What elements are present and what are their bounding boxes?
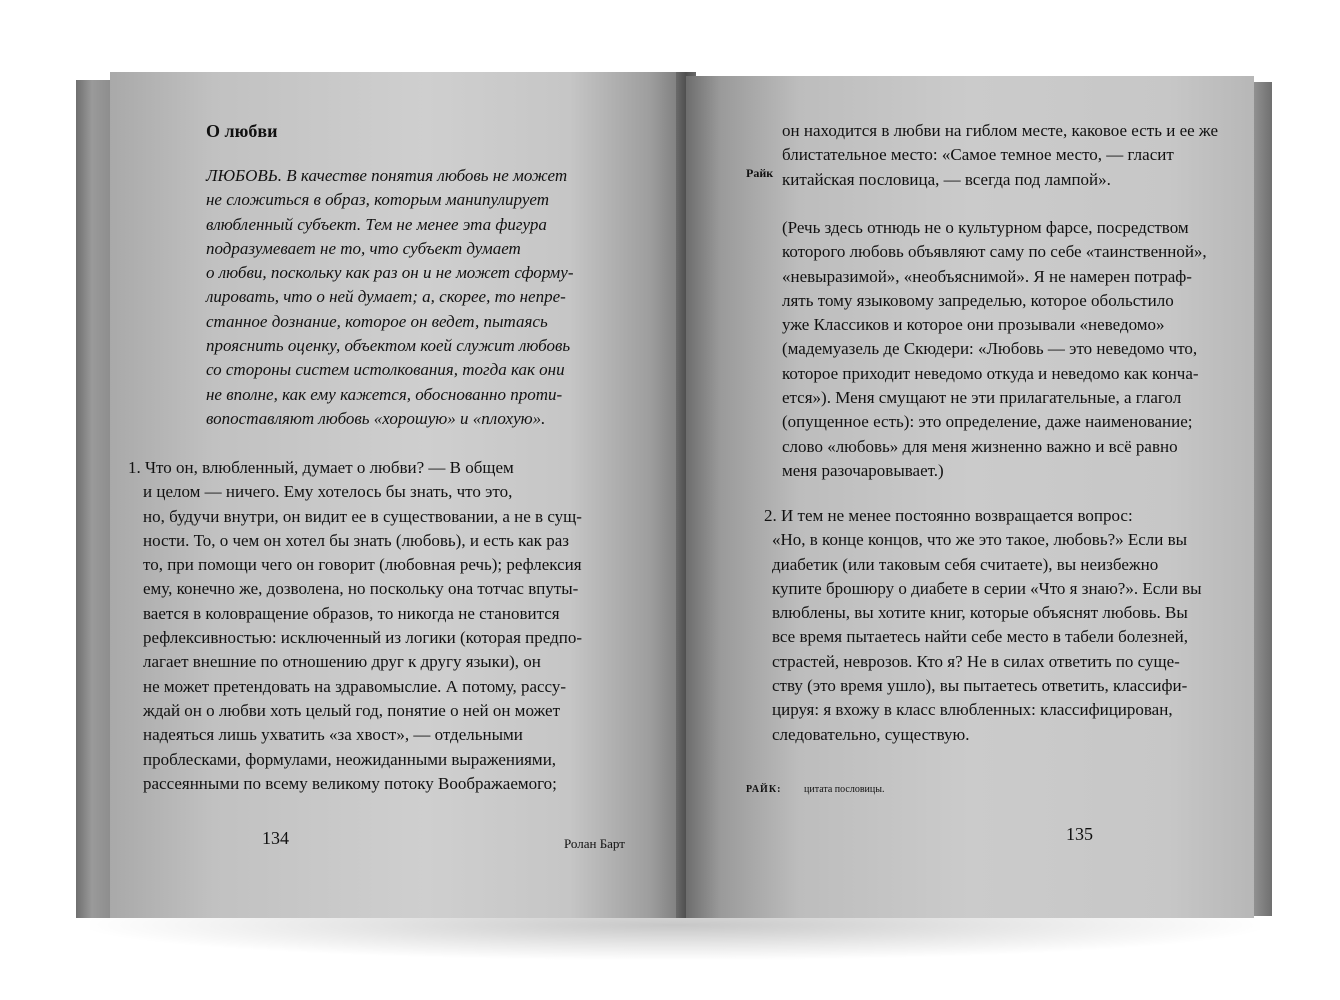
figure-line: вопоставляют любовь «хорошую» и «плохую». — [206, 408, 546, 428]
section-line: диабетик (или таковым себя считаете), вы неизбежно — [772, 554, 1159, 574]
text-line: он находится в любви на гиблом месте, каковое есть и ее же — [782, 121, 1218, 140]
section-line: проблесками, формулами, неожиданными выражениями, — [143, 749, 557, 769]
section-line: ему, конечно же, дозволена, но поскольку она тотчас впуты- — [143, 579, 579, 599]
page-number-right: 135 — [1066, 824, 1093, 844]
section-2 — [764, 504, 1202, 747]
text-line: лять тому языковому запределью, которое обольстило — [782, 290, 1174, 310]
chapter-heading: О любви — [206, 121, 278, 141]
section-line: все время пытаетесь найти себе место в табели болезней, — [772, 627, 1188, 647]
figure-line: не сложиться в образ, которым манипулирует — [206, 190, 549, 210]
margin-note: Райк — [746, 166, 774, 180]
text-line: уже Классиков и которое они прозывали «неведомо» — [782, 315, 1165, 335]
continuation-text — [782, 119, 1218, 192]
running-author: Ролан Барт — [564, 836, 625, 851]
section-line: страстей, неврозов. Кто я? Не в силах ответить по суще- — [772, 651, 1180, 671]
figure-line: влюбленный субъект. Тем не менее эта фигура — [206, 214, 547, 234]
text-line: ется»). Меня смущают не эти прилагательные, а глагол — [782, 388, 1182, 408]
footnote-text: цитата пословицы. — [804, 784, 885, 795]
text-line: которого любовь объявляют саму по себе «таинственной», — [782, 242, 1207, 262]
section-line: и целом — ничего. Ему хотелось бы знать, что это, — [143, 482, 513, 502]
parenthetical-block — [782, 216, 1207, 483]
section-line: лагает внешние по отношению друг к другу языки), он — [143, 652, 541, 672]
right-page — [686, 76, 1254, 918]
text-line: которое приходит неведомо откуда и неведомо как конча- — [782, 363, 1199, 383]
figure-definition — [206, 164, 574, 431]
figure-line: ЛЮБОВЬ. В качестве понятия любовь не может — [206, 166, 568, 185]
section-1 — [128, 456, 582, 796]
section-line: ждай он о любви хоть целый год, понятие о ней он может — [143, 700, 561, 720]
figure-line: прояснить оценку, объектом коей служит любовь — [206, 336, 571, 356]
figure-line: лировать, что о ней думает; а, скорее, то непре- — [206, 287, 566, 307]
section-line: то, при помощи чего он говорит (любовная речь); рефлексия — [143, 555, 582, 575]
section-line: ности. То, о чем он хотел бы знать (любовь), и есть как раз — [143, 530, 569, 550]
text-line: блистательное место: «Самое темное место, — гласит — [782, 145, 1174, 165]
section-line: следовательно, существую. — [772, 724, 970, 744]
section-line: рассеянными по всему великому потоку Воображаемого; — [143, 773, 557, 793]
section-line: цируя: я вхожу в класс влюбленных: классифицирован, — [772, 700, 1173, 720]
figure-line: станное дознание, которое он ведет, пытаясь — [206, 311, 548, 331]
section-line: 1. Что он, влюбленный, думает о любви? — В общем — [128, 458, 514, 477]
figure-line: подразумевает не то, что субъект думает — [206, 238, 521, 258]
text-line: (Речь здесь отнюдь не о культурном фарсе, посредством — [782, 218, 1189, 237]
footnote-label: РАЙК: — [746, 784, 782, 795]
page-number-left: 134 — [262, 828, 289, 848]
text-line: (опущенное есть): это определение, даже наименование; — [782, 412, 1193, 432]
section-line: 2. И тем не менее постоянно возвращается вопрос: — [764, 506, 1133, 525]
text-line: китайская пословица, — всегда под лампой». — [782, 169, 1111, 189]
section-line: ству (это время ушло), вы пытаетесь ответить, классифи- — [772, 676, 1188, 696]
text-line: (мадемуазель де Скюдери: «Любовь — это неведомо что, — [782, 339, 1198, 359]
figure-line: не вполне, как ему кажется, обоснованно проти- — [206, 384, 563, 404]
section-line: не может претендовать на здравомыслие. А потому, рассу- — [143, 676, 567, 696]
section-line: влюблены, вы хотите книг, которые объяснят любовь. Вы — [772, 603, 1188, 623]
section-line: но, будучи внутри, он видит ее в существовании, а не в сущ- — [143, 506, 582, 526]
text-line: меня разочаровывает.) — [782, 460, 944, 480]
section-line: «Но, в конце концов, что же это такое, любовь?» Если вы — [772, 530, 1188, 550]
figure-line: о любви, поскольку как раз он и не может сформу- — [206, 263, 574, 283]
section-line: купите брошюру о диабете в серии «Что я знаю?». Если вы — [772, 578, 1202, 598]
text-line: слово «любовь» для меня жизненно важно и всё равно — [782, 436, 1178, 456]
figure-line: со стороны систем истолкования, тогда как они — [206, 360, 565, 380]
text-line: «невыразимой», «необъяснимой». Я не намерен потраф- — [782, 266, 1192, 286]
section-line: надеяться лишь ухватить «за хвост», — отдельными — [143, 725, 523, 745]
left-page — [110, 72, 684, 918]
section-line: рефлексивностью: исключенный из логики (которая предпо- — [143, 628, 583, 648]
section-line: вается в коловращение образов, то никогда не становится — [143, 603, 560, 623]
